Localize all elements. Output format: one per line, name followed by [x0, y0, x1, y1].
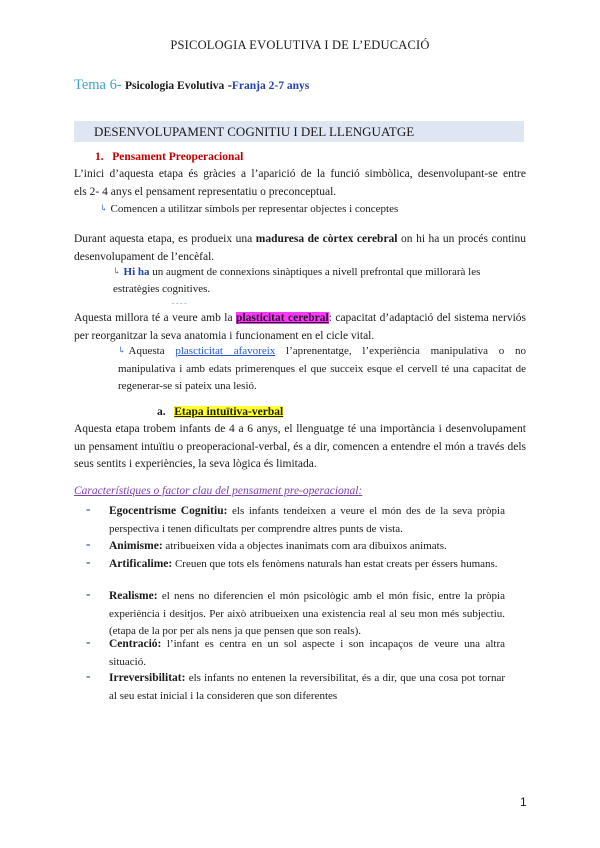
list-item-term: Irreversibilitat: — [109, 672, 186, 684]
arrow-icon: ↳ — [118, 345, 126, 355]
cortex-text-b: on hi ha un procés continu desenvolupament de l’encèfal. — [74, 233, 526, 263]
subsection-heading — [157, 406, 283, 418]
characteristics-title — [74, 485, 362, 497]
bullet-connections — [113, 263, 525, 298]
list-dash: - — [86, 668, 91, 683]
list-item-text: els infants tendeixen a veure el món des de la seva pròpia perspectiva i tenen dificultats per comprendre altres punts de vista. — [109, 505, 505, 535]
cortex-paragraph — [74, 231, 526, 266]
list-item-text: l’infant es centra en un sol aspecte i son incapaços de veure una altra situació. — [109, 638, 505, 668]
list-item-text: els infants no entenen la reversibilitat, és a dir, que una cosa pot tornar al seu estat inicial i la consideren que son diferentes — [109, 672, 505, 702]
document-header: PSICOLOGIA EVOLUTIVA I DE L’EDUCACIÓ — [170, 38, 430, 52]
bullet-text-b: l’aprenentatge, l’experiència manipulativa o no manipulativa i amb edats primerenques el que succeix esque el cervell té una capacitat de regenerar-se si pateix una lesió. — [118, 345, 526, 392]
bullet-plasticity — [118, 342, 526, 396]
list-item — [109, 556, 505, 574]
plasticity-highlight: plasticitat cerebral — [236, 312, 329, 324]
list-item-term: Egocentrisme Cognitiu: — [109, 505, 228, 517]
arrow-icon: ↳ — [100, 203, 108, 213]
bullet-bold: Hi ha — [123, 266, 150, 278]
list-item-text: el nens no diferencien el món psicològic amb el món físic, entre la pròpia experiència i desitjos. Per això atribueixen una existencia real al seu mon més subjectiu. (etapa de la por per als nens ja que pensen que son reals). — [109, 590, 505, 637]
list-item-text: Creuen que tots els fenòmens naturals han estat creats per éssers humans. — [172, 558, 498, 570]
intro-paragraph — [74, 166, 526, 201]
plasticity-paragraph — [74, 310, 526, 345]
intro-line-2: els 2- 4 anys el pensament representatiu o preconceptual. — [74, 185, 337, 198]
bullet-symbols — [100, 200, 530, 217]
topic-age-range: Franja 2-7 anys — [231, 80, 310, 92]
bullet-text: Comencen a utilitzar símbols per representar objectes i conceptes — [110, 203, 399, 215]
subsection-title: Etapa intuïtiva-verbal — [174, 406, 284, 418]
list-item-term: Realisme: — [109, 590, 158, 602]
plasticity-text-a: Aquesta millora té a veure amb la — [74, 312, 233, 324]
cortex-text-a: Durant aquesta etapa, es produeix una — [74, 233, 253, 245]
list-item-term: Centració: — [109, 638, 162, 650]
plasticity-link[interactable]: plascticitat afavoreix — [175, 345, 276, 357]
topic-title — [74, 77, 309, 94]
arrow-icon: ↳ — [113, 266, 121, 276]
plasticity-text-b: : capacitat d’adaptació del sistema nerviós per reorganitzar la seva anatomia i funcionament en el cicle vital. — [74, 312, 526, 342]
list-item — [109, 636, 505, 671]
characteristics-title-text: Característiques o factor clau del pensament pre-operacional: — [74, 485, 363, 497]
bullet-text-a: Aquesta — [128, 345, 165, 357]
section-banner: DESENVOLUPAMENT COGNITIU I DEL LLENGUATGE — [74, 121, 524, 142]
cortex-bold: maduresa de còrtex cerebral — [255, 233, 398, 245]
list-item-term: Artificalime: — [109, 558, 173, 570]
list-item — [109, 503, 505, 538]
list-dash: - — [86, 634, 91, 649]
list-dash: - — [86, 501, 91, 516]
list-dash: - — [86, 536, 91, 551]
bullet-text: un augment de connexions sinàptiques a nivell prefrontal que millorarà les estratègies cognitives. — [113, 266, 481, 295]
intro-line-1: L’inici d’aquesta etapa és gràcies a l’aparició de la funció simbòlica, desenvolupant-se entre — [74, 168, 526, 180]
subsection-label: a. — [157, 406, 166, 418]
section-heading: 1. Pensament Preoperacional — [95, 151, 244, 163]
list-item — [109, 588, 505, 641]
topic-subject: Psicologia Evolutiva — [124, 80, 225, 92]
list-item-term: Animisme: — [109, 540, 163, 552]
list-dash: - — [86, 554, 91, 569]
subsection-paragraph: Aquesta etapa trobem infants de 4 a 6 anys, el llenguatge té una importància i desenvolupament un pensament intuïtiu o preoperacional-verbal, és a dir, comencen a entendre el món a través dels seus sentits i experiències, la seva lògica és limitada. — [74, 423, 526, 470]
list-dash: - — [86, 586, 91, 601]
list-item — [109, 538, 505, 556]
list-item — [109, 670, 505, 705]
separator-mark: - - - - — [172, 299, 187, 307]
page-number: 1 — [520, 795, 527, 809]
topic-number: Tema 6- — [74, 77, 122, 93]
topic-separator: - — [227, 77, 232, 92]
list-item-text: atribueixen vida a objectes inanimats com ara dibuixos animats. — [162, 540, 447, 552]
